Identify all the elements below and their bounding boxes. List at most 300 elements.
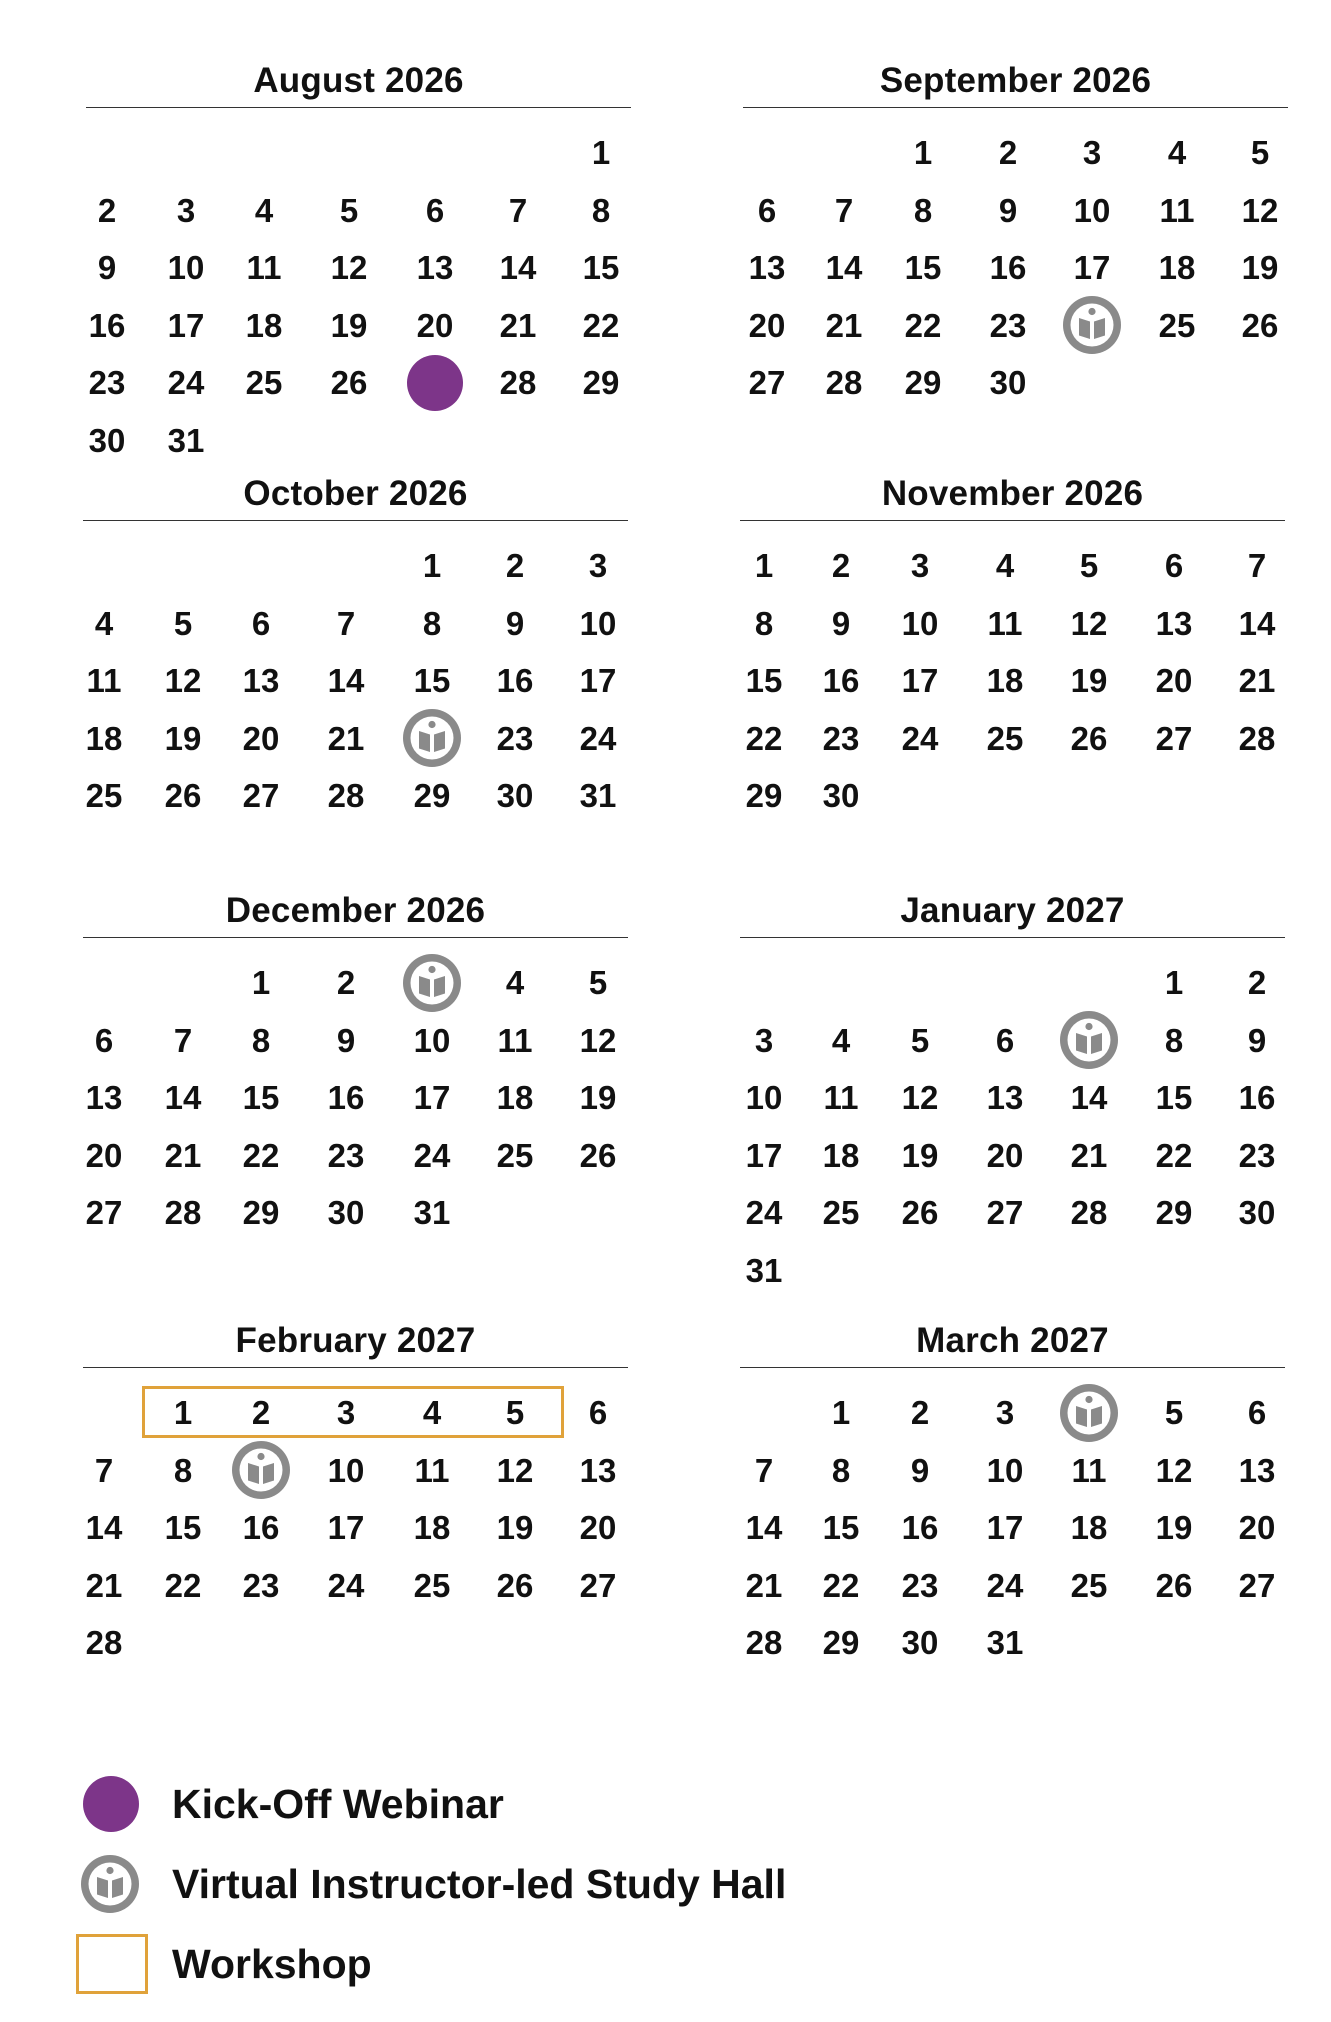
- week-row: [740, 1184, 1285, 1242]
- day-cell: 11: [246, 249, 282, 286]
- day-cell: 1: [173, 1394, 193, 1431]
- day-cell: 14: [327, 662, 365, 699]
- day-cell: 18: [986, 662, 1024, 699]
- day-cell: 16: [242, 1509, 280, 1546]
- day-cell: 4: [995, 547, 1015, 584]
- day-cell: 5: [173, 604, 193, 642]
- day-cell: 27: [1238, 1566, 1276, 1604]
- day-cell: 15: [1155, 1079, 1193, 1116]
- day-cell: 31: [167, 421, 205, 459]
- day-cell: 19: [1070, 662, 1108, 699]
- day-cell: 7: [508, 191, 528, 229]
- week-row: [86, 412, 631, 470]
- week-row: [83, 954, 628, 1012]
- day-cell: 7: [1247, 547, 1267, 584]
- day-cell: 24: [413, 1136, 451, 1174]
- legend-kickoff: [0, 1772, 900, 1836]
- day-cell: 27: [748, 364, 786, 401]
- day-cell: 28: [1238, 719, 1276, 757]
- day-cell: 21: [164, 1136, 202, 1174]
- day-cell: 8: [173, 1451, 193, 1489]
- day-cell: 17: [901, 662, 939, 699]
- day-cell: 30: [496, 777, 534, 814]
- day-cell: 5: [1079, 547, 1099, 584]
- week-row: [743, 124, 1288, 182]
- day-cell: 29: [745, 777, 783, 814]
- day-cell: 18: [245, 306, 283, 344]
- day-cell: 17: [986, 1509, 1024, 1546]
- day-cell: 4: [1167, 134, 1187, 171]
- week-row: [86, 124, 631, 182]
- day-cell: 22: [904, 306, 942, 344]
- day-cell: 11: [86, 662, 122, 699]
- day-cell: 20: [1155, 662, 1193, 699]
- day-cell: 20: [579, 1509, 617, 1546]
- day-cell: 6: [588, 1394, 608, 1431]
- day-cell: 25: [986, 719, 1024, 757]
- week-row: [83, 710, 628, 768]
- week-row: [743, 239, 1288, 297]
- month-title: September 2026: [743, 55, 1288, 108]
- month-title: August 2026: [86, 55, 631, 108]
- day-cell: 13: [1155, 604, 1193, 642]
- day-cell: 30: [989, 364, 1027, 401]
- day-cell: 28: [1070, 1194, 1108, 1231]
- day-cell: 22: [242, 1136, 280, 1174]
- day-grid: [740, 1384, 1285, 1672]
- week-row: [83, 537, 628, 595]
- day-cell: 24: [327, 1566, 365, 1604]
- day-cell: 6: [251, 604, 271, 642]
- day-cell: 4: [831, 1021, 851, 1059]
- day-cell: 28: [85, 1624, 123, 1661]
- day-cell: 2: [505, 547, 525, 584]
- day-cell: 8: [913, 191, 933, 229]
- month-november-2026: [740, 468, 1285, 825]
- day-cell: 17: [579, 662, 617, 699]
- day-cell: 18: [1158, 249, 1196, 286]
- day-cell: 18: [413, 1509, 451, 1546]
- day-cell: 10: [579, 604, 617, 642]
- day-cell: 26: [164, 777, 202, 814]
- week-row: [740, 767, 1285, 825]
- book-circle-icon: [231, 1440, 291, 1500]
- day-cell: 15: [904, 249, 942, 286]
- day-cell: 8: [831, 1451, 851, 1489]
- day-cell: 16: [496, 662, 534, 699]
- day-cell: 14: [1070, 1079, 1108, 1116]
- day-cell: 6: [1164, 547, 1184, 584]
- day-grid: [86, 124, 631, 469]
- week-row: [740, 954, 1285, 1012]
- day-cell: 20: [85, 1136, 123, 1174]
- day-cell: 22: [745, 719, 783, 757]
- month-title: March 2027: [740, 1315, 1285, 1368]
- day-cell: 16: [327, 1079, 365, 1116]
- day-cell: 11: [1159, 191, 1195, 229]
- day-cell: 25: [822, 1194, 860, 1231]
- week-row: [86, 354, 631, 412]
- day-cell: 5: [910, 1021, 930, 1059]
- day-grid: [740, 537, 1285, 825]
- day-cell: 9: [97, 249, 117, 286]
- day-cell: 5: [1164, 1394, 1184, 1431]
- month-december-2026: [83, 885, 628, 1242]
- day-cell: 29: [242, 1194, 280, 1231]
- day-cell: 16: [88, 306, 126, 344]
- legend-workshop: [0, 1932, 900, 1996]
- day-cell: 9: [336, 1021, 356, 1059]
- day-cell: 17: [745, 1136, 783, 1174]
- day-cell: 23: [496, 719, 534, 757]
- week-row: [83, 1614, 628, 1672]
- day-cell: 15: [164, 1509, 202, 1546]
- day-cell: 26: [1070, 719, 1108, 757]
- day-cell: 3: [588, 547, 608, 584]
- study-hall-day: [397, 954, 467, 1012]
- day-cell: 25: [413, 1566, 451, 1604]
- book-circle-icon: [1059, 1010, 1119, 1070]
- day-cell: 25: [245, 364, 283, 401]
- day-cell: 25: [85, 777, 123, 814]
- day-cell: 1: [422, 547, 442, 584]
- week-row: [86, 239, 631, 297]
- day-cell: 16: [822, 662, 860, 699]
- day-cell: 21: [825, 306, 863, 344]
- day-cell: 1: [1164, 964, 1184, 1001]
- day-cell: 2: [1247, 964, 1267, 1001]
- day-cell: 31: [986, 1624, 1024, 1661]
- study-hall-day: [397, 710, 467, 768]
- day-cell: 26: [1241, 306, 1279, 344]
- day-cell: 12: [579, 1021, 617, 1059]
- day-cell: 15: [582, 249, 620, 286]
- day-cell: 22: [822, 1566, 860, 1604]
- day-cell: 10: [745, 1079, 783, 1116]
- day-cell: 21: [499, 306, 537, 344]
- day-cell: 22: [164, 1566, 202, 1604]
- book-circle-icon: [402, 953, 462, 1013]
- week-row: [86, 297, 631, 355]
- week-row: [83, 652, 628, 710]
- day-cell: 1: [591, 134, 611, 171]
- day-cell: 3: [910, 547, 930, 584]
- day-cell: 31: [745, 1251, 783, 1289]
- week-row: [83, 1499, 628, 1557]
- day-cell: 30: [822, 777, 860, 814]
- day-cell: 28: [745, 1624, 783, 1661]
- day-cell: 23: [989, 306, 1027, 344]
- day-cell: 27: [242, 777, 280, 814]
- day-cell: 8: [754, 604, 774, 642]
- day-cell: 15: [822, 1509, 860, 1546]
- day-cell: 3: [754, 1021, 774, 1059]
- week-row: [740, 1242, 1285, 1300]
- week-row: [740, 652, 1285, 710]
- day-cell: 31: [579, 777, 617, 814]
- week-row: [83, 1012, 628, 1070]
- day-cell: 29: [413, 777, 451, 814]
- day-cell: 10: [986, 1451, 1024, 1489]
- day-grid: [743, 124, 1288, 412]
- day-cell: 2: [831, 547, 851, 584]
- day-grid: [740, 954, 1285, 1299]
- week-row: [743, 354, 1288, 412]
- day-cell: 5: [588, 964, 608, 1001]
- day-cell: 24: [901, 719, 939, 757]
- day-cell: 4: [94, 604, 114, 642]
- workshop-box-icon: [76, 1934, 148, 1994]
- day-cell: 1: [251, 964, 271, 1001]
- week-row: [83, 595, 628, 653]
- day-cell: 16: [1238, 1079, 1276, 1116]
- day-cell: 9: [505, 604, 525, 642]
- day-cell: 28: [327, 777, 365, 814]
- day-cell: 13: [748, 249, 786, 286]
- day-cell: 12: [330, 249, 368, 286]
- legend-study-hall: [0, 1852, 900, 1916]
- week-row: [740, 710, 1285, 768]
- day-cell: 12: [164, 662, 202, 699]
- day-cell: 13: [579, 1451, 617, 1489]
- kickoff-webinar-day: [400, 354, 470, 412]
- legend-study-hall-label: Virtual Instructor-led Study Hall: [172, 1861, 787, 1907]
- day-cell: 22: [582, 306, 620, 344]
- day-cell: 5: [1250, 134, 1270, 171]
- day-grid: [83, 537, 628, 825]
- day-cell: 10: [327, 1451, 365, 1489]
- day-cell: 29: [582, 364, 620, 401]
- day-cell: 13: [242, 662, 280, 699]
- month-january-2027: [740, 885, 1285, 1299]
- day-cell: 25: [1158, 306, 1196, 344]
- day-cell: 19: [579, 1079, 617, 1116]
- day-cell: 30: [327, 1194, 365, 1231]
- day-grid: [83, 954, 628, 1242]
- day-cell: 29: [1155, 1194, 1193, 1231]
- day-cell: 24: [167, 364, 205, 401]
- day-cell: 18: [822, 1136, 860, 1174]
- study-hall-day: [226, 1442, 296, 1500]
- day-cell: 9: [910, 1451, 930, 1489]
- day-cell: 27: [85, 1194, 123, 1231]
- day-cell: 2: [910, 1394, 930, 1431]
- day-cell: 19: [496, 1509, 534, 1546]
- day-cell: 2: [998, 134, 1018, 171]
- day-cell: 21: [1238, 662, 1276, 699]
- week-row: [740, 595, 1285, 653]
- day-cell: 18: [85, 719, 123, 757]
- day-cell: 28: [499, 364, 537, 401]
- day-cell: 18: [1070, 1509, 1108, 1546]
- month-title: February 2027: [83, 1315, 628, 1368]
- day-cell: 19: [330, 306, 368, 344]
- day-cell: 30: [1238, 1194, 1276, 1231]
- day-cell: 23: [88, 364, 126, 401]
- month-march-2027: [740, 1315, 1285, 1672]
- day-cell: 4: [254, 191, 274, 229]
- month-august-2026: [86, 55, 631, 469]
- day-cell: 24: [579, 719, 617, 757]
- day-cell: 27: [1155, 719, 1193, 757]
- week-row: [83, 1184, 628, 1242]
- day-cell: 6: [425, 191, 445, 229]
- day-cell: 6: [94, 1021, 114, 1059]
- study-hall-day: [1054, 1384, 1124, 1442]
- day-cell: 7: [94, 1451, 114, 1489]
- book-circle-icon: [402, 708, 462, 768]
- study-hall-day: [1054, 1012, 1124, 1070]
- day-cell: 4: [505, 964, 525, 1001]
- day-cell: 24: [986, 1566, 1024, 1604]
- month-title: November 2026: [740, 468, 1285, 521]
- day-cell: 8: [591, 191, 611, 229]
- day-cell: 30: [88, 421, 126, 459]
- day-cell: 13: [416, 249, 454, 286]
- day-cell: 23: [1238, 1136, 1276, 1174]
- day-cell: 27: [579, 1566, 617, 1604]
- day-cell: 14: [1238, 604, 1276, 642]
- day-cell: 23: [901, 1566, 939, 1604]
- day-cell: 7: [173, 1021, 193, 1059]
- day-cell: 15: [242, 1079, 280, 1116]
- day-cell: 21: [327, 719, 365, 757]
- week-row: [740, 1012, 1285, 1070]
- day-cell: 23: [822, 719, 860, 757]
- day-cell: 11: [414, 1451, 450, 1489]
- day-cell: 20: [416, 306, 454, 344]
- day-cell: 15: [413, 662, 451, 699]
- study-hall-day: [1057, 297, 1127, 355]
- legend: [0, 1740, 1331, 2022]
- day-cell: 1: [754, 547, 774, 584]
- week-row: [743, 297, 1288, 355]
- day-cell: 10: [413, 1021, 451, 1059]
- day-cell: 29: [822, 1624, 860, 1661]
- day-cell: 14: [745, 1509, 783, 1546]
- day-cell: 3: [995, 1394, 1015, 1431]
- day-cell: 17: [1073, 249, 1111, 286]
- day-cell: 20: [242, 719, 280, 757]
- day-cell: 13: [85, 1079, 123, 1116]
- month-title: October 2026: [83, 468, 628, 521]
- day-cell: 21: [85, 1566, 123, 1604]
- week-row: [740, 1499, 1285, 1557]
- day-cell: 1: [913, 134, 933, 171]
- month-october-2026: [83, 468, 628, 825]
- day-cell: 12: [1241, 191, 1279, 229]
- day-cell: 7: [336, 604, 356, 642]
- day-cell: 19: [1155, 1509, 1193, 1546]
- day-cell: 23: [242, 1566, 280, 1604]
- day-cell: 12: [496, 1451, 534, 1489]
- day-cell: 20: [1238, 1509, 1276, 1546]
- day-cell: 30: [901, 1624, 939, 1661]
- book-circle-icon: [1062, 295, 1122, 355]
- day-cell: 25: [496, 1136, 534, 1174]
- day-cell: 14: [164, 1079, 202, 1116]
- day-cell: 6: [995, 1021, 1015, 1059]
- day-cell: 11: [823, 1079, 859, 1116]
- day-cell: 14: [825, 249, 863, 286]
- day-cell: 19: [901, 1136, 939, 1174]
- week-row: [83, 1442, 628, 1500]
- day-cell: 10: [167, 249, 205, 286]
- week-row: [83, 767, 628, 825]
- week-row: [740, 1069, 1285, 1127]
- week-row: [83, 1384, 628, 1442]
- week-row: [740, 1384, 1285, 1442]
- day-cell: 8: [251, 1021, 271, 1059]
- week-row: [86, 182, 631, 240]
- day-cell: 11: [987, 604, 1023, 642]
- day-cell: 2: [336, 964, 356, 1001]
- day-cell: 29: [904, 364, 942, 401]
- day-cell: 10: [901, 604, 939, 642]
- day-cell: 6: [1247, 1394, 1267, 1431]
- week-row: [83, 1127, 628, 1185]
- day-cell: 8: [422, 604, 442, 642]
- day-cell: 14: [85, 1509, 123, 1546]
- day-cell: 7: [754, 1451, 774, 1489]
- day-cell: 7: [834, 191, 854, 229]
- day-cell: 12: [901, 1079, 939, 1116]
- kickoff-dot-icon: [407, 355, 463, 411]
- day-cell: 10: [1073, 191, 1111, 229]
- day-cell: 17: [327, 1509, 365, 1546]
- week-row: [740, 537, 1285, 595]
- day-cell: 3: [336, 1394, 356, 1431]
- day-cell: 20: [986, 1136, 1024, 1174]
- month-february-2027: [83, 1315, 628, 1672]
- day-cell: 31: [413, 1194, 451, 1231]
- day-grid: [83, 1384, 628, 1672]
- day-cell: 26: [901, 1194, 939, 1231]
- day-cell: 15: [745, 662, 783, 699]
- day-cell: 3: [176, 191, 196, 229]
- week-row: [743, 182, 1288, 240]
- day-cell: 21: [745, 1566, 783, 1604]
- day-cell: 25: [1070, 1566, 1108, 1604]
- legend-workshop-label: Workshop: [172, 1941, 372, 1987]
- day-cell: 3: [1082, 134, 1102, 171]
- day-cell: 24: [745, 1194, 783, 1231]
- day-cell: 2: [251, 1394, 271, 1431]
- day-cell: 16: [989, 249, 1027, 286]
- day-cell: 28: [825, 364, 863, 401]
- day-cell: 14: [499, 249, 537, 286]
- kickoff-dot-icon: [83, 1776, 139, 1832]
- day-cell: 18: [496, 1079, 534, 1116]
- day-cell: 17: [413, 1079, 451, 1116]
- day-cell: 26: [496, 1566, 534, 1604]
- week-row: [83, 1557, 628, 1615]
- legend-kickoff-label: Kick-Off Webinar: [172, 1781, 504, 1827]
- day-cell: 12: [1155, 1451, 1193, 1489]
- day-cell: 5: [339, 191, 359, 229]
- day-cell: 13: [1238, 1451, 1276, 1489]
- day-cell: 9: [831, 604, 851, 642]
- day-cell: 22: [1155, 1136, 1193, 1174]
- day-cell: 12: [1070, 604, 1108, 642]
- day-cell: 20: [748, 306, 786, 344]
- month-title: January 2027: [740, 885, 1285, 938]
- week-row: [740, 1614, 1285, 1672]
- day-cell: 23: [327, 1136, 365, 1174]
- day-cell: 26: [1155, 1566, 1193, 1604]
- day-cell: 28: [164, 1194, 202, 1231]
- day-cell: 11: [497, 1021, 533, 1059]
